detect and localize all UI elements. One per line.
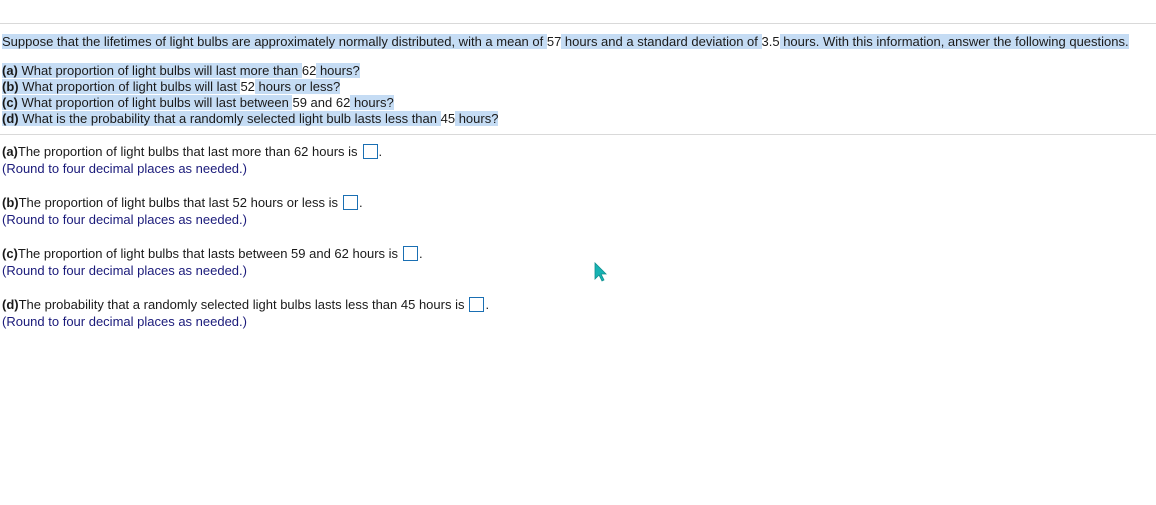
question-a xyxy=(2,63,360,79)
answer-period: . xyxy=(359,194,363,210)
rounding-hint: (Round to four decimal places as needed.) xyxy=(2,314,247,329)
answer-label: (d) xyxy=(2,296,19,312)
question-number: 45 xyxy=(440,111,456,126)
question-label: (c) xyxy=(2,95,18,110)
problem-intro xyxy=(2,34,1129,50)
question-c xyxy=(2,95,394,111)
answer-label: (b) xyxy=(2,194,19,210)
mouse-pointer-icon xyxy=(594,262,608,282)
answer-text: The proportion of light bulbs that last more than 62 hours is xyxy=(17,143,358,159)
answer-label: (c) xyxy=(2,245,18,261)
question-text-end: hours? xyxy=(455,111,499,126)
question-text: What is the probability that a randomly selected light bulb lasts less than xyxy=(18,111,441,126)
rounding-hint: (Round to four decimal places as needed.) xyxy=(2,161,247,176)
question-text: What proportion of light bulbs will last between xyxy=(17,95,293,110)
question-text: What proportion of light bulbs will last xyxy=(18,79,241,94)
question-d xyxy=(2,111,498,127)
rounding-hint: (Round to four decimal places as needed.) xyxy=(2,263,247,278)
answer-label: (a) xyxy=(2,143,18,159)
answer-period: . xyxy=(419,245,423,261)
section-divider xyxy=(0,134,1156,135)
answer-text: The probability that a randomly selected light bulbs lasts less than 45 hours is xyxy=(18,296,465,312)
rounding-hint: (Round to four decimal places as needed.) xyxy=(2,212,247,227)
answer-a xyxy=(2,142,382,177)
question-label: (d) xyxy=(2,111,19,126)
question-number: 52 xyxy=(240,79,255,94)
intro-text-3: hours. With this information, answer the following questions. xyxy=(779,34,1129,49)
question-text: What proportion of light bulbs will last more than xyxy=(17,63,302,78)
answer-input-c[interactable] xyxy=(403,246,418,261)
answer-period: . xyxy=(485,296,490,312)
answer-text: The proportion of light bulbs that lasts between 59 and 62 hours is xyxy=(17,245,399,261)
mean-value: 57 xyxy=(546,34,562,49)
question-text-end: hours? xyxy=(316,63,360,78)
answer-input-b[interactable] xyxy=(343,195,358,210)
question-text-end: hours? xyxy=(350,95,394,110)
answer-b xyxy=(2,193,363,228)
answer-input-a[interactable] xyxy=(363,144,378,159)
sd-value: 3.5 xyxy=(761,34,780,49)
intro-text-2: hours and a standard deviation of xyxy=(561,34,762,49)
answer-c xyxy=(2,244,423,279)
answer-period: . xyxy=(378,143,383,159)
question-number: 62 xyxy=(301,63,317,78)
question-number: 59 and 62 xyxy=(292,95,351,110)
question-b xyxy=(2,79,340,95)
question-label: (a) xyxy=(2,63,18,78)
question-label: (b) xyxy=(2,79,19,94)
top-divider xyxy=(0,23,1156,24)
answer-d xyxy=(2,295,489,330)
answer-input-d[interactable] xyxy=(469,297,484,312)
question-text-end: hours or less? xyxy=(254,79,341,94)
answer-text: The proportion of light bulbs that last 52 hours or less is xyxy=(18,194,339,210)
intro-text-1: Suppose that the lifetimes of light bulbs are approximately normally distributed, with a mean of xyxy=(2,34,547,49)
